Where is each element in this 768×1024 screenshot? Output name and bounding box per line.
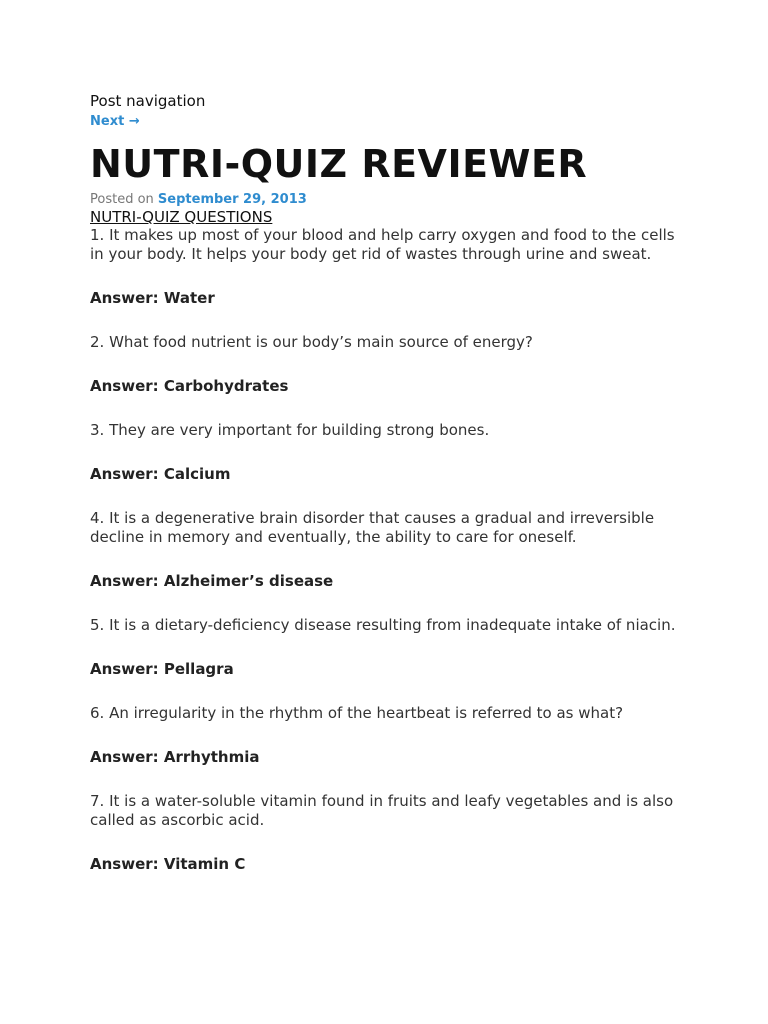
question-text: 4. It is a degenerative brain disorder that causes a gradual and irreversible decline in memory and eventually, the ability to care for oneself.	[90, 509, 655, 546]
question-text: 1. It makes up most of your blood and help carry oxygen and food to the cells in your body. It helps your body get rid of wastes through urine and sweat.	[90, 226, 675, 263]
question-text: 3. They are very important for building strong bones.	[90, 421, 490, 439]
answer-text: Answer: Arrhythmia	[90, 748, 260, 766]
post-title: NUTRI-QUIZ REVIEWER	[90, 142, 588, 186]
question-text: 2. What food nutrient is our body’s main source of energy?	[90, 333, 533, 351]
post-navigation-heading: Post navigation	[90, 92, 206, 110]
answer-text: Answer: Water	[90, 289, 215, 307]
answer-text: Answer: Vitamin C	[90, 855, 246, 873]
qa-item-2	[90, 333, 678, 396]
qa-item-6	[90, 704, 678, 767]
next-post-link[interactable]: Next →	[90, 114, 140, 129]
qa-item-5	[90, 616, 678, 679]
question-text: 5. It is a dietary-deficiency disease resulting from inadequate intake of niacin.	[90, 616, 676, 634]
qa-item-1	[90, 226, 678, 308]
question-text: 6. An irregularity in the rhythm of the heartbeat is referred to as what?	[90, 704, 624, 722]
answer-text: Answer: Calcium	[90, 465, 231, 483]
answer-text: Answer: Alzheimer’s disease	[90, 572, 334, 590]
posted-on-label: Posted on	[90, 192, 158, 207]
qa-list	[90, 226, 678, 874]
qa-item-7	[90, 792, 678, 874]
posted-on	[90, 192, 678, 208]
posted-date-link[interactable]: September 29, 2013	[157, 192, 307, 207]
qa-item-3	[90, 421, 678, 484]
answer-text: Answer: Carbohydrates	[90, 377, 289, 395]
quiz-section-heading: NUTRI-QUIZ QUESTIONS	[90, 208, 273, 226]
question-text: 7. It is a water-soluble vitamin found in fruits and leafy vegetables and is also called as ascorbic acid.	[90, 792, 674, 829]
answer-text: Answer: Pellagra	[90, 660, 234, 678]
qa-item-4	[90, 509, 678, 591]
